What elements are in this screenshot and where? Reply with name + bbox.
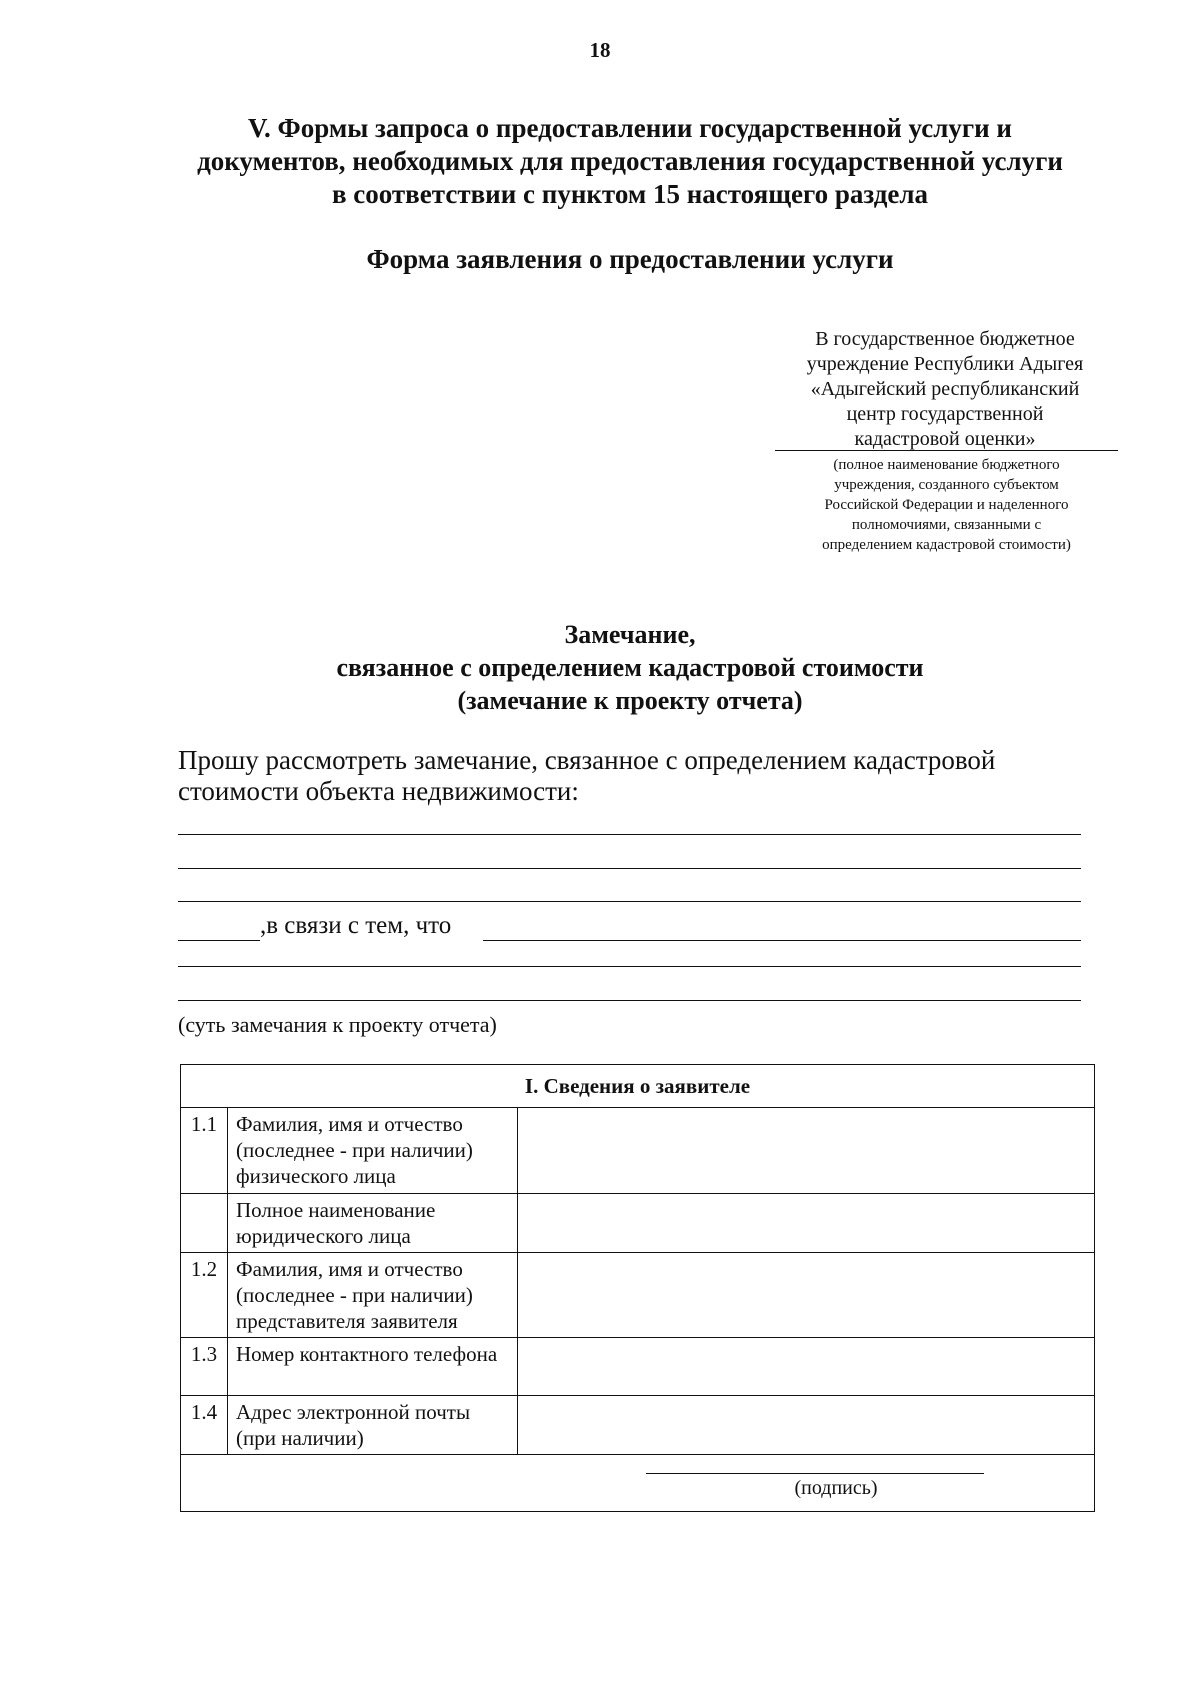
section-title-line: в соответствии с пунктом 15 настоящего раздела bbox=[331, 179, 929, 209]
fill-in-line[interactable] bbox=[178, 868, 1081, 869]
signature-line[interactable] bbox=[646, 1473, 984, 1474]
addressee-note-line: Российской Федерации и наделенного bbox=[824, 497, 1069, 513]
row-value-field[interactable] bbox=[518, 1396, 1095, 1455]
signature-caption: (подпись) bbox=[794, 1477, 878, 1499]
row-label: Номер контактного телефона bbox=[228, 1338, 518, 1396]
addressee-line: В государственное бюджетное bbox=[815, 328, 1075, 350]
due-to-label: ,в связи с тем, что bbox=[260, 912, 452, 939]
table-row bbox=[181, 1253, 1095, 1338]
fill-in-line[interactable] bbox=[178, 1000, 1081, 1001]
signature-row bbox=[181, 1455, 1095, 1512]
row-label: Фамилия, имя и отчество (последнее - при наличии) представителя заявителя bbox=[228, 1253, 518, 1338]
fill-in-line[interactable] bbox=[178, 901, 1081, 902]
table-header: I. Сведения о заявителе bbox=[181, 1065, 1095, 1108]
fill-in-line[interactable] bbox=[178, 834, 1081, 835]
row-number: 1.3 bbox=[181, 1338, 228, 1396]
row-number: 1.2 bbox=[181, 1253, 228, 1338]
row-number bbox=[181, 1194, 228, 1253]
addressee-note bbox=[775, 455, 1118, 555]
section-title-line: V. Формы запроса о предоставлении государственной услуги и bbox=[248, 113, 1012, 143]
addressee-underline bbox=[775, 450, 1118, 451]
form-title: Форма заявления о предоставлении услуги bbox=[366, 244, 894, 274]
table-row bbox=[181, 1108, 1095, 1194]
row-label: Адрес электронной почты (при наличии) bbox=[228, 1396, 518, 1455]
remark-title-line: связанное с определением кадастровой стоимости bbox=[336, 653, 924, 682]
page-number: 18 bbox=[589, 38, 611, 62]
applicant-info-table bbox=[180, 1064, 1095, 1512]
row-label: Фамилия, имя и отчество (последнее - при наличии) физического лица bbox=[228, 1108, 518, 1194]
request-line: Прошу рассмотреть замечание, связанное с определением кадастровой bbox=[178, 745, 996, 775]
table-row bbox=[181, 1338, 1095, 1396]
remark-title-line: (замечание к проекту отчета) bbox=[457, 686, 803, 715]
row-value-field[interactable] bbox=[518, 1253, 1095, 1338]
fill-in-line-reason[interactable] bbox=[483, 940, 1081, 941]
addressee-note-line: определением кадастровой стоимости) bbox=[822, 537, 1071, 553]
request-text bbox=[178, 745, 1098, 807]
addressee-line: «Адыгейский республиканский bbox=[810, 378, 1080, 400]
table-row bbox=[181, 1194, 1095, 1253]
remark-title bbox=[230, 618, 1030, 717]
addressee-note-line: учреждения, созданного субъектом bbox=[834, 477, 1059, 493]
fill-in-line[interactable] bbox=[178, 966, 1081, 967]
addressee-block bbox=[775, 327, 1115, 452]
row-label: Полное наименование юридического лица bbox=[228, 1194, 518, 1253]
table-row bbox=[181, 1396, 1095, 1455]
due-to-row bbox=[178, 912, 1081, 946]
addressee-note-line: (полное наименование бюджетного bbox=[833, 457, 1060, 473]
addressee-line: центр государственной bbox=[846, 403, 1044, 425]
signature-cell bbox=[181, 1455, 1095, 1512]
request-line: стоимости объекта недвижимости: bbox=[178, 776, 579, 806]
addressee-line: кадастровой оценки» bbox=[854, 428, 1036, 450]
row-number: 1.4 bbox=[181, 1396, 228, 1455]
row-value-field[interactable] bbox=[518, 1194, 1095, 1253]
row-value-field[interactable] bbox=[518, 1338, 1095, 1396]
addressee-line: учреждение Республики Адыгея bbox=[806, 353, 1084, 375]
remark-title-line: Замечание, bbox=[564, 620, 696, 649]
row-number: 1.1 bbox=[181, 1108, 228, 1194]
fill-in-line-short[interactable] bbox=[178, 940, 260, 941]
addressee-note-line: полномочиями, связанными с bbox=[851, 517, 1042, 533]
row-value-field[interactable] bbox=[518, 1108, 1095, 1194]
section-title bbox=[130, 112, 1130, 211]
essence-caption: (суть замечания к проекту отчета) bbox=[178, 1012, 497, 1037]
section-title-line: документов, необходимых для предоставления государственной услуги bbox=[197, 146, 1063, 176]
